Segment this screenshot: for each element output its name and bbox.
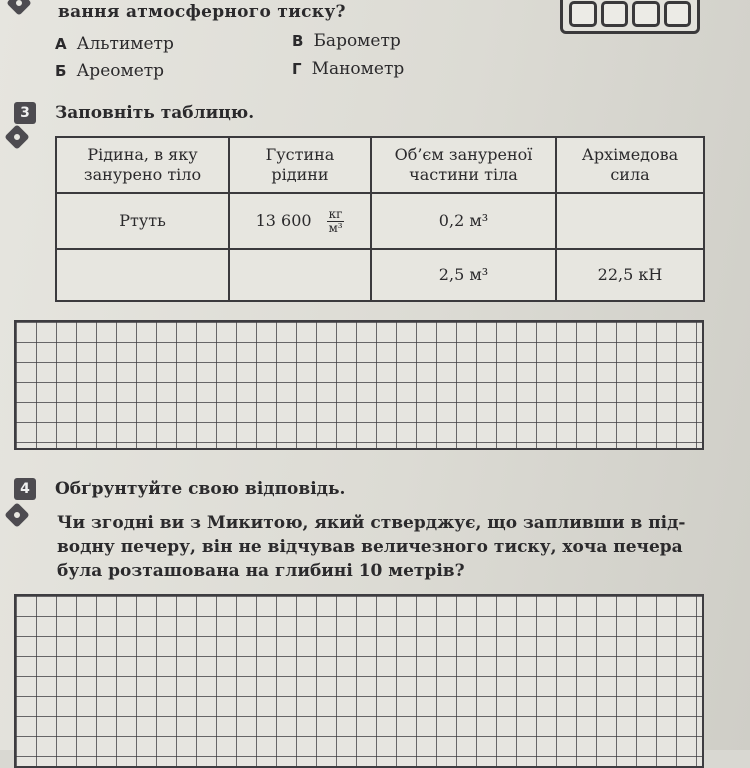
task4-question-line-3: була розташована на глибині 10 метрів? xyxy=(57,561,465,581)
task4-title: Обґрунтуйте свою відповідь. xyxy=(55,479,346,499)
density-value: 13 600 xyxy=(255,210,312,230)
task3-diamond-icon xyxy=(4,124,29,149)
cell-density-1 xyxy=(229,193,371,249)
cell-density-2[interactable] xyxy=(229,249,371,301)
task4-question-line-1: Чи згодні ви з Микитою, який стверджує, що запливши в під- xyxy=(57,513,686,533)
option-a-letter: А xyxy=(55,35,67,53)
task-diamond-icon xyxy=(6,0,31,16)
answer-grid-task4[interactable] xyxy=(14,594,704,768)
task3-number-badge: 3 xyxy=(14,102,36,124)
task4-number-badge: 4 xyxy=(14,478,36,500)
task4-question-line-2: водну печеру, він не відчував величезного тиску, хоча печера xyxy=(57,537,683,557)
option-a-text: Альтиметр xyxy=(76,34,174,54)
option-g-letter: Г xyxy=(292,60,302,78)
option-v[interactable] xyxy=(292,31,401,51)
header-liquid: Рідина, в яку занурено тіло xyxy=(56,137,229,193)
task3-table xyxy=(55,136,705,302)
option-b-text: Ареометр xyxy=(76,61,165,81)
cell-force-2: 22,5 кН xyxy=(556,249,704,301)
cell-liquid-1: Ртуть xyxy=(56,193,229,249)
task2-question: вання атмосферного тиску? xyxy=(58,2,346,22)
option-b[interactable] xyxy=(55,61,164,81)
header-volume: Об’єм зануреної частини тіла xyxy=(371,137,556,193)
header-density: Густина рідини xyxy=(229,137,371,193)
option-g-text: Манометр xyxy=(311,59,405,79)
option-a[interactable] xyxy=(55,34,174,54)
option-v-letter: В xyxy=(292,32,304,50)
cell-liquid-2[interactable] xyxy=(56,249,229,301)
header-force: Архімедова сила xyxy=(556,137,704,193)
option-g[interactable] xyxy=(292,59,404,79)
task3-title: Заповніть таблицю. xyxy=(55,103,255,123)
task4-diamond-icon xyxy=(4,502,29,527)
cell-force-1[interactable] xyxy=(556,193,704,249)
option-v-text: Барометр xyxy=(313,31,401,51)
density-unit: $\frac{кг}{\text{м³}}$ xyxy=(328,206,343,235)
cell-volume-2: 2,5 м³ xyxy=(371,249,556,301)
option-b-letter: Б xyxy=(55,62,67,80)
answer-grid-task3[interactable] xyxy=(14,320,704,450)
answer-boxes[interactable] xyxy=(560,0,700,34)
cell-volume-1: 0,2 м³ xyxy=(371,193,556,249)
